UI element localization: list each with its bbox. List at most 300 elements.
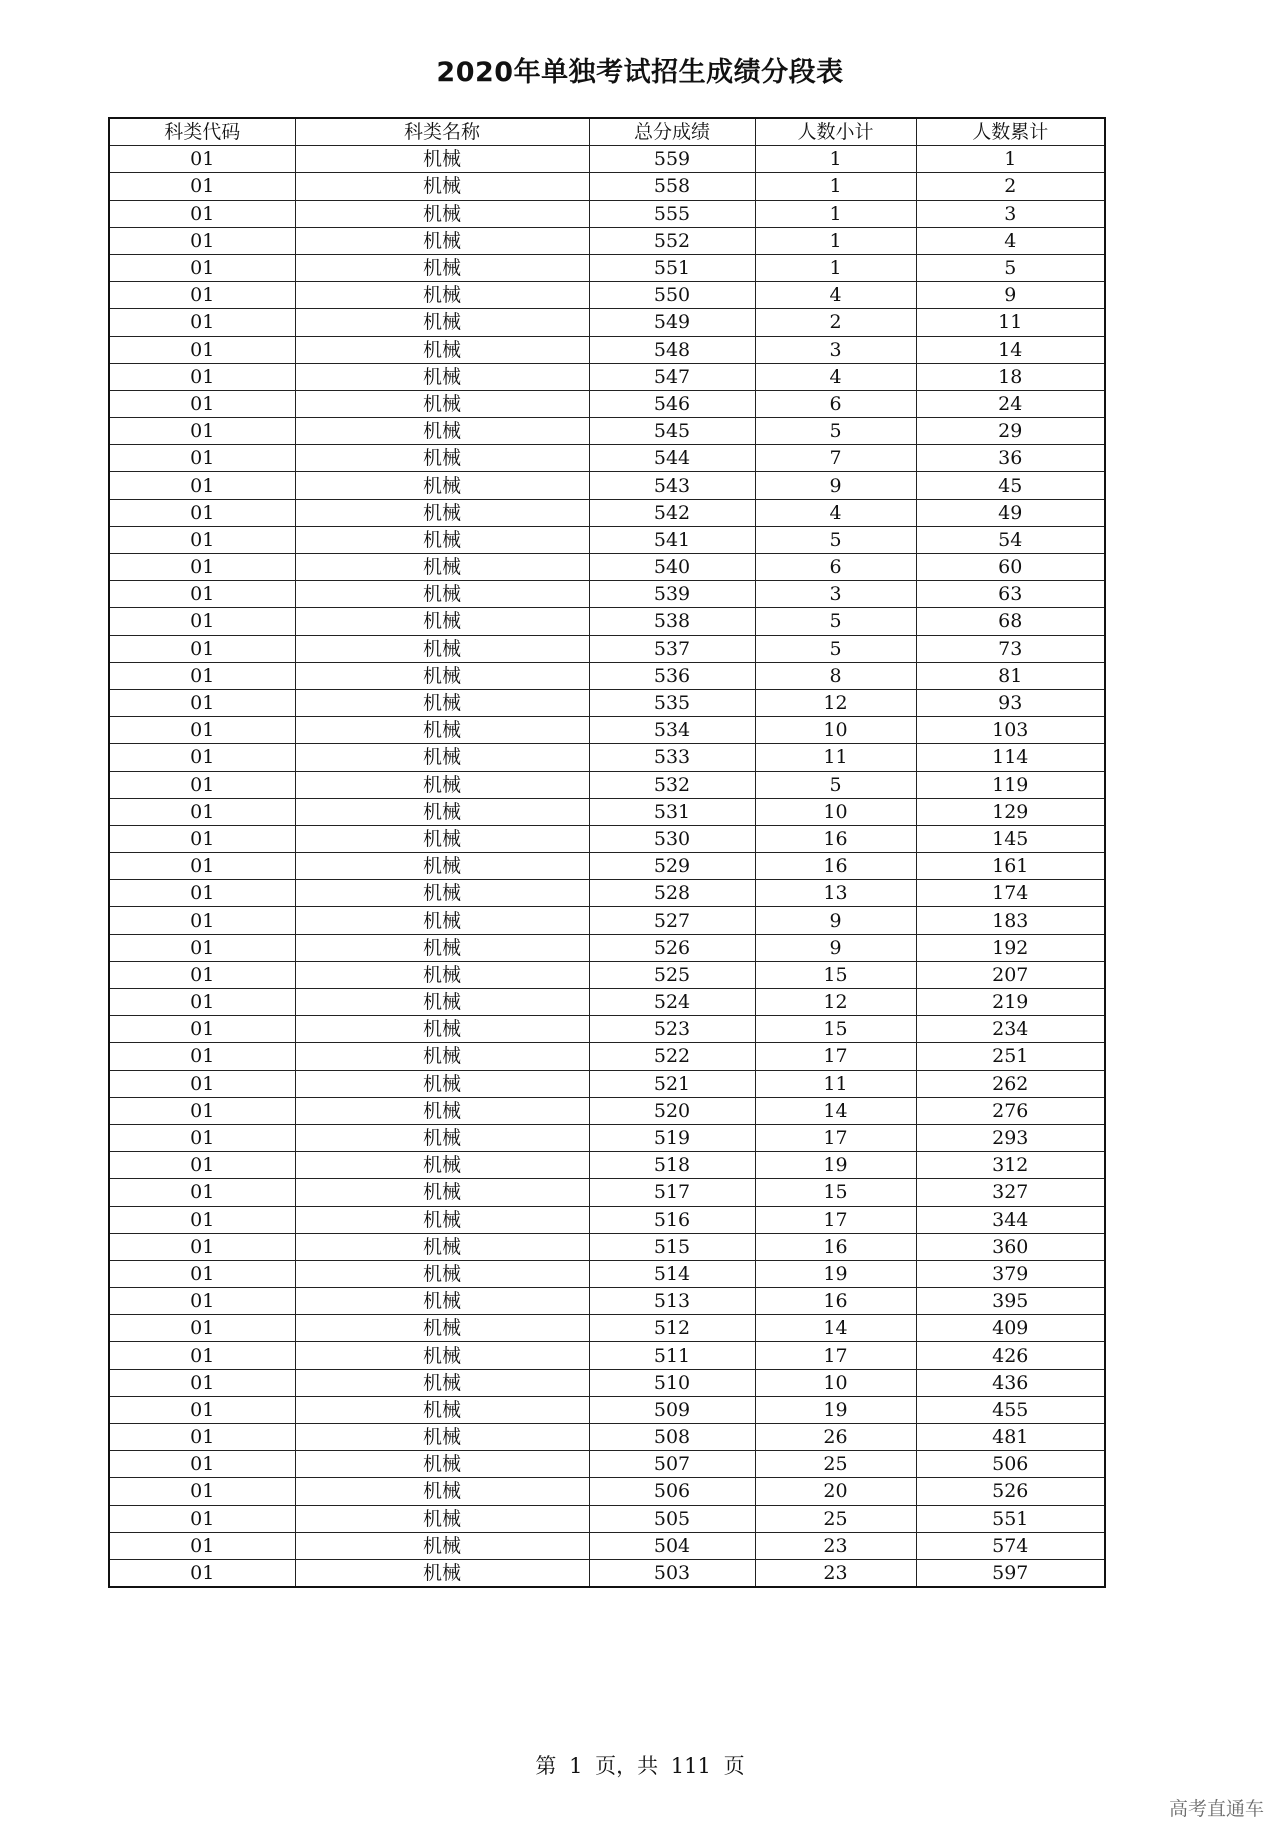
cell-cumulative: 4 xyxy=(916,227,1105,254)
cell-total-score: 539 xyxy=(589,581,755,608)
cell-total-score: 519 xyxy=(589,1124,755,1151)
cell-category-name: 机械 xyxy=(295,608,589,635)
cell-total-score: 506 xyxy=(589,1478,755,1505)
cell-count: 1 xyxy=(755,173,916,200)
cell-category-name: 机械 xyxy=(295,635,589,662)
cell-count: 5 xyxy=(755,418,916,445)
table-header-row xyxy=(109,118,1105,146)
watermark: 高考直通车 xyxy=(1168,1798,1264,1820)
cell-count: 6 xyxy=(755,390,916,417)
cell-category-name: 机械 xyxy=(295,1124,589,1151)
cell-cumulative: 1 xyxy=(916,146,1105,173)
table-row xyxy=(109,717,1105,744)
cell-count: 1 xyxy=(755,146,916,173)
cell-category-name: 机械 xyxy=(295,472,589,499)
table-row xyxy=(109,608,1105,635)
cell-category-code: 01 xyxy=(109,717,295,744)
cell-category-name: 机械 xyxy=(295,1097,589,1124)
score-table xyxy=(108,117,1106,1588)
table-row xyxy=(109,445,1105,472)
table-row xyxy=(109,418,1105,445)
cell-cumulative: 395 xyxy=(916,1288,1105,1315)
cell-category-code: 01 xyxy=(109,689,295,716)
cell-cumulative: 251 xyxy=(916,1043,1105,1070)
cell-category-name: 机械 xyxy=(295,1043,589,1070)
cell-cumulative: 60 xyxy=(916,554,1105,581)
cell-cumulative: 436 xyxy=(916,1369,1105,1396)
cell-category-name: 机械 xyxy=(295,880,589,907)
cell-count: 8 xyxy=(755,662,916,689)
cell-category-code: 01 xyxy=(109,1369,295,1396)
cell-category-code: 01 xyxy=(109,1233,295,1260)
cell-cumulative: 18 xyxy=(916,363,1105,390)
table-row xyxy=(109,1369,1105,1396)
cell-total-score: 541 xyxy=(589,526,755,553)
cell-category-name: 机械 xyxy=(295,934,589,961)
cell-cumulative: 119 xyxy=(916,771,1105,798)
cell-cumulative: 81 xyxy=(916,662,1105,689)
cell-cumulative: 5 xyxy=(916,254,1105,281)
cell-count: 23 xyxy=(755,1532,916,1559)
cell-category-code: 01 xyxy=(109,771,295,798)
cell-count: 26 xyxy=(755,1424,916,1451)
cell-category-code: 01 xyxy=(109,825,295,852)
cell-total-score: 536 xyxy=(589,662,755,689)
cell-count: 2 xyxy=(755,309,916,336)
table-row xyxy=(109,825,1105,852)
cell-cumulative: 63 xyxy=(916,581,1105,608)
cell-category-name: 机械 xyxy=(295,526,589,553)
table-row xyxy=(109,472,1105,499)
cell-category-code: 01 xyxy=(109,907,295,934)
cell-cumulative: 455 xyxy=(916,1396,1105,1423)
cell-category-code: 01 xyxy=(109,554,295,581)
table-row xyxy=(109,1152,1105,1179)
cell-count: 16 xyxy=(755,1288,916,1315)
cell-total-score: 551 xyxy=(589,254,755,281)
cell-category-code: 01 xyxy=(109,853,295,880)
table-row xyxy=(109,336,1105,363)
cell-category-name: 机械 xyxy=(295,554,589,581)
cell-total-score: 520 xyxy=(589,1097,755,1124)
cell-category-name: 机械 xyxy=(295,1179,589,1206)
cell-total-score: 547 xyxy=(589,363,755,390)
cell-category-code: 01 xyxy=(109,254,295,281)
cell-category-code: 01 xyxy=(109,608,295,635)
cell-category-code: 01 xyxy=(109,499,295,526)
cell-total-score: 558 xyxy=(589,173,755,200)
cell-total-score: 555 xyxy=(589,200,755,227)
cell-count: 17 xyxy=(755,1206,916,1233)
cell-category-name: 机械 xyxy=(295,1451,589,1478)
table-row xyxy=(109,146,1105,173)
cell-cumulative: 45 xyxy=(916,472,1105,499)
table-row xyxy=(109,1396,1105,1423)
cell-category-name: 机械 xyxy=(295,390,589,417)
table-row xyxy=(109,1016,1105,1043)
cell-cumulative: 183 xyxy=(916,907,1105,934)
cell-total-score: 515 xyxy=(589,1233,755,1260)
table-row xyxy=(109,309,1105,336)
cell-category-code: 01 xyxy=(109,1043,295,1070)
cell-count: 19 xyxy=(755,1396,916,1423)
cell-cumulative: 73 xyxy=(916,635,1105,662)
cell-total-score: 538 xyxy=(589,608,755,635)
cell-count: 25 xyxy=(755,1505,916,1532)
cell-category-name: 机械 xyxy=(295,989,589,1016)
cell-category-name: 机械 xyxy=(295,662,589,689)
cell-total-score: 529 xyxy=(589,853,755,880)
cell-category-code: 01 xyxy=(109,1342,295,1369)
cell-category-name: 机械 xyxy=(295,1532,589,1559)
cell-count: 10 xyxy=(755,717,916,744)
cell-count: 11 xyxy=(755,744,916,771)
cell-category-name: 机械 xyxy=(295,1070,589,1097)
table-row xyxy=(109,581,1105,608)
cell-category-name: 机械 xyxy=(295,309,589,336)
cell-total-score: 522 xyxy=(589,1043,755,1070)
cell-total-score: 514 xyxy=(589,1260,755,1287)
cell-total-score: 512 xyxy=(589,1315,755,1342)
cell-count: 1 xyxy=(755,254,916,281)
cell-total-score: 540 xyxy=(589,554,755,581)
cell-total-score: 525 xyxy=(589,961,755,988)
cell-cumulative: 192 xyxy=(916,934,1105,961)
cell-category-name: 机械 xyxy=(295,1505,589,1532)
cell-total-score: 527 xyxy=(589,907,755,934)
cell-category-name: 机械 xyxy=(295,146,589,173)
table-row xyxy=(109,1070,1105,1097)
cell-count: 13 xyxy=(755,880,916,907)
cell-category-code: 01 xyxy=(109,526,295,553)
cell-cumulative: 312 xyxy=(916,1152,1105,1179)
cell-category-code: 01 xyxy=(109,635,295,662)
cell-count: 11 xyxy=(755,1070,916,1097)
cell-count: 1 xyxy=(755,200,916,227)
cell-cumulative: 360 xyxy=(916,1233,1105,1260)
cell-count: 4 xyxy=(755,499,916,526)
cell-count: 9 xyxy=(755,934,916,961)
cell-count: 25 xyxy=(755,1451,916,1478)
cell-total-score: 518 xyxy=(589,1152,755,1179)
table-row xyxy=(109,635,1105,662)
cell-category-code: 01 xyxy=(109,581,295,608)
cell-category-code: 01 xyxy=(109,390,295,417)
table-row xyxy=(109,526,1105,553)
cell-category-name: 机械 xyxy=(295,200,589,227)
cell-category-code: 01 xyxy=(109,1070,295,1097)
cell-category-name: 机械 xyxy=(295,744,589,771)
cell-count: 6 xyxy=(755,554,916,581)
table-row xyxy=(109,282,1105,309)
cell-category-name: 机械 xyxy=(295,1369,589,1396)
cell-total-score: 543 xyxy=(589,472,755,499)
cell-category-name: 机械 xyxy=(295,1315,589,1342)
cell-total-score: 533 xyxy=(589,744,755,771)
table-row xyxy=(109,907,1105,934)
cell-category-code: 01 xyxy=(109,744,295,771)
cell-total-score: 524 xyxy=(589,989,755,1016)
cell-count: 9 xyxy=(755,907,916,934)
cell-total-score: 505 xyxy=(589,1505,755,1532)
cell-category-code: 01 xyxy=(109,1424,295,1451)
table-row xyxy=(109,1097,1105,1124)
cell-count: 20 xyxy=(755,1478,916,1505)
cell-category-code: 01 xyxy=(109,1179,295,1206)
table-row xyxy=(109,934,1105,961)
cell-category-name: 机械 xyxy=(295,961,589,988)
cell-category-name: 机械 xyxy=(295,227,589,254)
table-row xyxy=(109,173,1105,200)
cell-category-name: 机械 xyxy=(295,282,589,309)
cell-total-score: 511 xyxy=(589,1342,755,1369)
table-row xyxy=(109,989,1105,1016)
cell-cumulative: 29 xyxy=(916,418,1105,445)
cell-count: 14 xyxy=(755,1315,916,1342)
cell-category-name: 机械 xyxy=(295,336,589,363)
cell-cumulative: 68 xyxy=(916,608,1105,635)
cell-cumulative: 54 xyxy=(916,526,1105,553)
table-row xyxy=(109,554,1105,581)
cell-total-score: 523 xyxy=(589,1016,755,1043)
table-row xyxy=(109,1532,1105,1559)
cell-category-name: 机械 xyxy=(295,1288,589,1315)
table-row xyxy=(109,744,1105,771)
cell-count: 12 xyxy=(755,989,916,1016)
cell-cumulative: 574 xyxy=(916,1532,1105,1559)
cell-count: 14 xyxy=(755,1097,916,1124)
cell-category-name: 机械 xyxy=(295,853,589,880)
cell-cumulative: 481 xyxy=(916,1424,1105,1451)
header-total-score: 总分成绩 xyxy=(589,118,755,146)
cell-cumulative: 597 xyxy=(916,1559,1105,1587)
cell-category-code: 01 xyxy=(109,200,295,227)
header-cumulative: 人数累计 xyxy=(916,118,1105,146)
cell-category-code: 01 xyxy=(109,472,295,499)
cell-category-code: 01 xyxy=(109,1505,295,1532)
cell-count: 15 xyxy=(755,1179,916,1206)
table-row xyxy=(109,1233,1105,1260)
cell-category-code: 01 xyxy=(109,1559,295,1587)
cell-count: 15 xyxy=(755,961,916,988)
cell-count: 17 xyxy=(755,1342,916,1369)
cell-category-code: 01 xyxy=(109,989,295,1016)
cell-category-name: 机械 xyxy=(295,689,589,716)
cell-count: 23 xyxy=(755,1559,916,1587)
cell-cumulative: 49 xyxy=(916,499,1105,526)
cell-category-code: 01 xyxy=(109,880,295,907)
cell-category-name: 机械 xyxy=(295,1233,589,1260)
cell-category-code: 01 xyxy=(109,1206,295,1233)
cell-cumulative: 24 xyxy=(916,390,1105,417)
cell-cumulative: 276 xyxy=(916,1097,1105,1124)
header-count: 人数小计 xyxy=(755,118,916,146)
cell-category-name: 机械 xyxy=(295,1206,589,1233)
table-row xyxy=(109,1288,1105,1315)
cell-count: 1 xyxy=(755,227,916,254)
cell-cumulative: 145 xyxy=(916,825,1105,852)
table-row xyxy=(109,1559,1105,1587)
table-row xyxy=(109,961,1105,988)
cell-category-code: 01 xyxy=(109,961,295,988)
table-row xyxy=(109,1260,1105,1287)
cell-count: 17 xyxy=(755,1043,916,1070)
cell-total-score: 534 xyxy=(589,717,755,744)
cell-cumulative: 526 xyxy=(916,1478,1105,1505)
cell-category-code: 01 xyxy=(109,1097,295,1124)
cell-cumulative: 551 xyxy=(916,1505,1105,1532)
cell-total-score: 549 xyxy=(589,309,755,336)
cell-category-name: 机械 xyxy=(295,1424,589,1451)
cell-category-code: 01 xyxy=(109,1451,295,1478)
cell-category-code: 01 xyxy=(109,445,295,472)
cell-count: 3 xyxy=(755,336,916,363)
table-row xyxy=(109,880,1105,907)
cell-cumulative: 103 xyxy=(916,717,1105,744)
cell-count: 3 xyxy=(755,581,916,608)
cell-total-score: 550 xyxy=(589,282,755,309)
cell-category-code: 01 xyxy=(109,363,295,390)
cell-count: 19 xyxy=(755,1260,916,1287)
table-row xyxy=(109,798,1105,825)
cell-total-score: 508 xyxy=(589,1424,755,1451)
table-row xyxy=(109,1478,1105,1505)
cell-cumulative: 234 xyxy=(916,1016,1105,1043)
header-category-name: 科类名称 xyxy=(295,118,589,146)
cell-category-code: 01 xyxy=(109,1124,295,1151)
cell-cumulative: 262 xyxy=(916,1070,1105,1097)
cell-category-name: 机械 xyxy=(295,254,589,281)
cell-category-name: 机械 xyxy=(295,418,589,445)
cell-total-score: 542 xyxy=(589,499,755,526)
cell-category-code: 01 xyxy=(109,418,295,445)
cell-total-score: 513 xyxy=(589,1288,755,1315)
cell-total-score: 544 xyxy=(589,445,755,472)
cell-cumulative: 344 xyxy=(916,1206,1105,1233)
cell-cumulative: 327 xyxy=(916,1179,1105,1206)
table-row xyxy=(109,689,1105,716)
table-row xyxy=(109,771,1105,798)
cell-category-code: 01 xyxy=(109,1478,295,1505)
cell-category-code: 01 xyxy=(109,146,295,173)
cell-total-score: 546 xyxy=(589,390,755,417)
cell-category-name: 机械 xyxy=(295,445,589,472)
table-row xyxy=(109,853,1105,880)
cell-cumulative: 2 xyxy=(916,173,1105,200)
cell-count: 19 xyxy=(755,1152,916,1179)
cell-total-score: 548 xyxy=(589,336,755,363)
cell-cumulative: 161 xyxy=(916,853,1105,880)
cell-total-score: 509 xyxy=(589,1396,755,1423)
cell-category-code: 01 xyxy=(109,1152,295,1179)
cell-category-name: 机械 xyxy=(295,771,589,798)
cell-count: 4 xyxy=(755,363,916,390)
cell-category-code: 01 xyxy=(109,662,295,689)
cell-count: 16 xyxy=(755,825,916,852)
cell-total-score: 517 xyxy=(589,1179,755,1206)
cell-total-score: 528 xyxy=(589,880,755,907)
table-body xyxy=(109,146,1105,1587)
cell-category-code: 01 xyxy=(109,1396,295,1423)
cell-count: 10 xyxy=(755,1369,916,1396)
cell-cumulative: 506 xyxy=(916,1451,1105,1478)
cell-cumulative: 93 xyxy=(916,689,1105,716)
cell-count: 4 xyxy=(755,282,916,309)
cell-category-name: 机械 xyxy=(295,1152,589,1179)
header-category-code: 科类代码 xyxy=(109,118,295,146)
page-footer: 第 1 页，共 111 页 xyxy=(535,1754,745,1778)
cell-cumulative: 219 xyxy=(916,989,1105,1016)
cell-count: 17 xyxy=(755,1124,916,1151)
table-row xyxy=(109,1124,1105,1151)
cell-count: 5 xyxy=(755,526,916,553)
cell-cumulative: 9 xyxy=(916,282,1105,309)
cell-count: 9 xyxy=(755,472,916,499)
cell-total-score: 532 xyxy=(589,771,755,798)
cell-category-code: 01 xyxy=(109,336,295,363)
cell-total-score: 516 xyxy=(589,1206,755,1233)
cell-total-score: 535 xyxy=(589,689,755,716)
table-row xyxy=(109,390,1105,417)
cell-category-name: 机械 xyxy=(295,173,589,200)
cell-total-score: 531 xyxy=(589,798,755,825)
cell-cumulative: 129 xyxy=(916,798,1105,825)
cell-category-code: 01 xyxy=(109,1016,295,1043)
cell-total-score: 526 xyxy=(589,934,755,961)
table-row xyxy=(109,254,1105,281)
cell-category-code: 01 xyxy=(109,798,295,825)
cell-cumulative: 14 xyxy=(916,336,1105,363)
table-row xyxy=(109,1206,1105,1233)
cell-category-name: 机械 xyxy=(295,1016,589,1043)
cell-count: 5 xyxy=(755,771,916,798)
cell-category-code: 01 xyxy=(109,309,295,336)
cell-category-name: 机械 xyxy=(295,1260,589,1287)
cell-category-code: 01 xyxy=(109,282,295,309)
cell-category-code: 01 xyxy=(109,227,295,254)
table-row xyxy=(109,1505,1105,1532)
cell-category-name: 机械 xyxy=(295,825,589,852)
cell-total-score: 503 xyxy=(589,1559,755,1587)
cell-category-name: 机械 xyxy=(295,1559,589,1587)
cell-count: 7 xyxy=(755,445,916,472)
cell-cumulative: 174 xyxy=(916,880,1105,907)
table-row xyxy=(109,1315,1105,1342)
table-row xyxy=(109,499,1105,526)
cell-category-code: 01 xyxy=(109,934,295,961)
cell-category-name: 机械 xyxy=(295,717,589,744)
cell-cumulative: 36 xyxy=(916,445,1105,472)
table-row xyxy=(109,662,1105,689)
cell-total-score: 530 xyxy=(589,825,755,852)
cell-total-score: 537 xyxy=(589,635,755,662)
cell-category-code: 01 xyxy=(109,1260,295,1287)
cell-cumulative: 379 xyxy=(916,1260,1105,1287)
cell-cumulative: 11 xyxy=(916,309,1105,336)
cell-category-name: 机械 xyxy=(295,581,589,608)
table-row xyxy=(109,1424,1105,1451)
table-row xyxy=(109,1179,1105,1206)
cell-cumulative: 426 xyxy=(916,1342,1105,1369)
table-row xyxy=(109,1451,1105,1478)
table-row xyxy=(109,1043,1105,1070)
cell-category-name: 机械 xyxy=(295,363,589,390)
cell-count: 5 xyxy=(755,608,916,635)
cell-category-name: 机械 xyxy=(295,1478,589,1505)
cell-total-score: 521 xyxy=(589,1070,755,1097)
cell-category-name: 机械 xyxy=(295,1342,589,1369)
cell-category-code: 01 xyxy=(109,1288,295,1315)
